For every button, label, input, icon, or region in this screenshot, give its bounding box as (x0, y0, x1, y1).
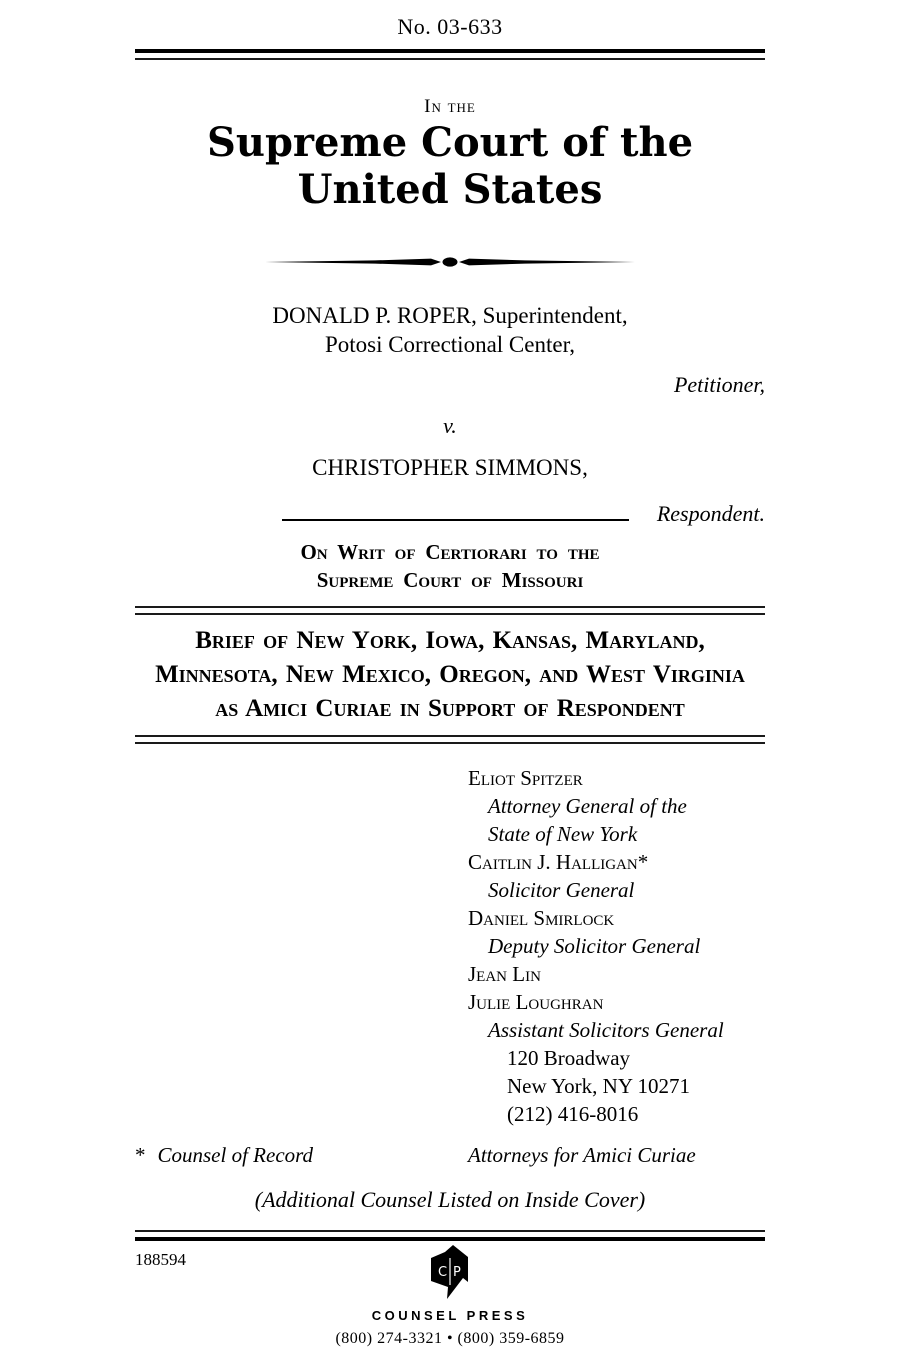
counsel-title: State of New York (488, 822, 638, 846)
additional-counsel-note: (Additional Counsel Listed on Inside Cover) (254, 1187, 646, 1212)
counsel-name: Daniel Smirlock (468, 906, 615, 930)
case-caption (135, 301, 765, 527)
brief-title (135, 624, 765, 726)
asterisk-marker: * (135, 1143, 146, 1167)
counsel-name: Eliot Spitzer (468, 766, 583, 790)
brief-title-line-1: Brief of New York, Iowa, Kansas, Maryland, (195, 627, 705, 654)
counsel-phone: (212) 416-8016 (507, 1102, 639, 1126)
respondent-label: Respondent. (656, 501, 765, 526)
docket-number: No. 03-633 (397, 14, 503, 39)
counsel-of-record-row (135, 1143, 765, 1168)
counsel-title: Attorney General of the (488, 794, 687, 818)
page-content (135, 0, 765, 1348)
print-job-number: 188594 (135, 1250, 186, 1269)
versus-marker: v. (443, 413, 457, 438)
counsel-address: New York, NY 10271 (507, 1074, 690, 1098)
counsel-title: Deputy Solicitor General (488, 934, 701, 958)
bottom-double-rule (135, 1230, 765, 1241)
press-phone-numbers: (800) 274-3321 • (800) 359-6859 (335, 1330, 565, 1347)
logo-letter-c: C (438, 1265, 448, 1280)
brief-title-line-2: Minnesota, New Mexico, Oregon, and West Virginia (155, 661, 745, 688)
counsel-press-logo (430, 1245, 470, 1300)
counsel-list (468, 764, 765, 1128)
counsel-address: 120 Broadway (507, 1046, 631, 1070)
rule-thin (135, 58, 765, 60)
writ-line-2: Supreme Court of Missouri (316, 568, 584, 592)
writ-statement (135, 538, 765, 594)
counsel-name: Caitlin J. Halligan* (468, 850, 649, 874)
title-top-double-rule (135, 606, 765, 615)
title-bottom-double-rule (135, 735, 765, 744)
petitioner-name-line2: Potosi Correctional Center, (324, 332, 576, 357)
respondent-name: CHRISTOPHER SIMMONS, (312, 455, 588, 480)
ornamental-divider (265, 255, 635, 269)
attorneys-for-amici: Attorneys for Amici Curiae (468, 1143, 696, 1167)
counsel-title: Solicitor General (488, 878, 635, 902)
press-name: COUNSEL PRESS (371, 1308, 529, 1323)
in-the-heading: In the (424, 96, 476, 117)
writ-line-1: On Writ of Certiorari to the (300, 540, 600, 564)
petitioner-name-line1: DONALD P. ROPER, Superintendent, (272, 303, 628, 328)
logo-letter-p: P (453, 1265, 461, 1280)
petitioner-label: Petitioner, (673, 372, 765, 397)
respondent-row (135, 495, 765, 527)
counsel-of-record: * Counsel of Record (135, 1143, 314, 1167)
signature-rule (282, 495, 629, 521)
counsel-title: Assistant Solicitors General (488, 1018, 724, 1042)
counsel-name: Julie Loughran (468, 990, 604, 1014)
top-double-rule (135, 49, 765, 60)
court-name-heading: Supreme Court of the United States (206, 119, 694, 213)
counsel-name: Jean Lin (468, 962, 541, 986)
brief-title-line-3: as Amici Curiae in Support of Respondent (215, 695, 685, 722)
